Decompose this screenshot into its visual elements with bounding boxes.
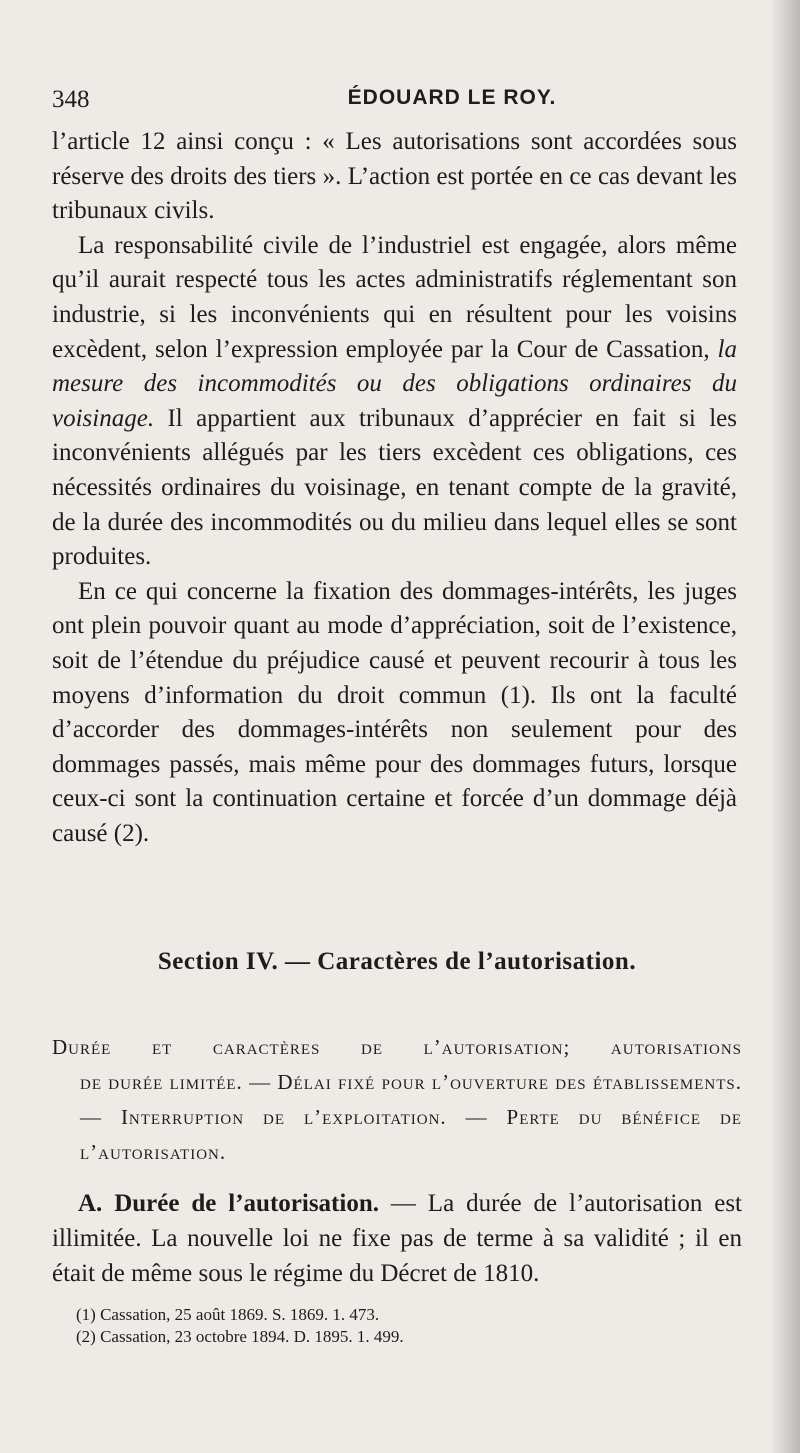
footnote-2: (2) Cassation, 23 octobre 1894. D. 1895. 1. 499. (76, 1327, 404, 1346)
page-edge-shadow (770, 0, 800, 1453)
section-heading: Section IV. — Caractères de l’autorisation. (157, 948, 637, 975)
subsection-a-text: — La durée de l’autorisation est illimitée. La nouvelle loi ne fixe pas de terme à sa validité ; il en était de même sous le régime du Décret de 1810. (52, 1190, 742, 1287)
paragraph-2-part-2: Il appartient aux tribunaux d’apprécier en fait si les inconvénients allégués par les tiers excèdent ces obligations, ces nécessités ordinaires du voisinage, en tenant compte de la gravité, de la durée des incommodités ou du milieu dans lequel elles se sont produites. (52, 404, 737, 571)
page-number: 348 (52, 86, 90, 113)
paragraph-2 (52, 229, 737, 575)
section-summary (52, 1030, 742, 1170)
paragraph-2-part-1: La responsabilité civile de l’industriel est engagée, alors même qu’il aurait respecté tous les actes administratifs réglementant son industrie, si les inconvénients qui en résultent pour les voisins excèdent, selon l’expression employée par la Cour de Cassation, (52, 231, 737, 363)
running-head: ÉDOUARD LE ROY. (347, 86, 557, 109)
subsection-a-paragraph (52, 1186, 742, 1291)
summary-continuation: de durée limitée. — Délai fixé pour l’ouverture des établissements. — Interruption de l’exploitation. — Perte du bénéfice de l’autorisation. (80, 1070, 742, 1164)
subsection-a-title: A. Durée de l’autorisation. (78, 1190, 379, 1217)
page-header (52, 86, 742, 120)
footnotes (76, 1304, 736, 1348)
summary-first-line: Durée et caractères de l’autorisation; autorisations (52, 1035, 742, 1059)
paragraph-3: En ce qui concerne la fixation des dommages-intérêts, les juges ont plein pouvoir quant au mode d’appréciation, soit de l’existence, soit de l’étendue du préjudice causé et peuvent recourir à tous les moyens d’information du droit commun (1). Ils ont la faculté d’accorder des dommages-intérêts non seulement pour des dommages passés, mais même pour des dommages futurs, lorsque ceux-ci sont la continuation certaine et forcée d’un dommage déjà causé (2). (52, 577, 737, 847)
subsection-a (52, 1186, 742, 1291)
body-text (52, 125, 737, 851)
footnote-1: (1) Cassation, 25 août 1869. S. 1869. 1. 473. (76, 1305, 380, 1324)
paragraph-1: l’article 12 ainsi conçu : « Les autorisations sont accordées sous réserve des droits des tiers ». L’action est portée en ce cas devant les tribunaux civils. (52, 128, 737, 225)
paragraph-2-quote: la mesure des incommodités ou des obligations ordinaires du voisinage. (52, 335, 737, 432)
